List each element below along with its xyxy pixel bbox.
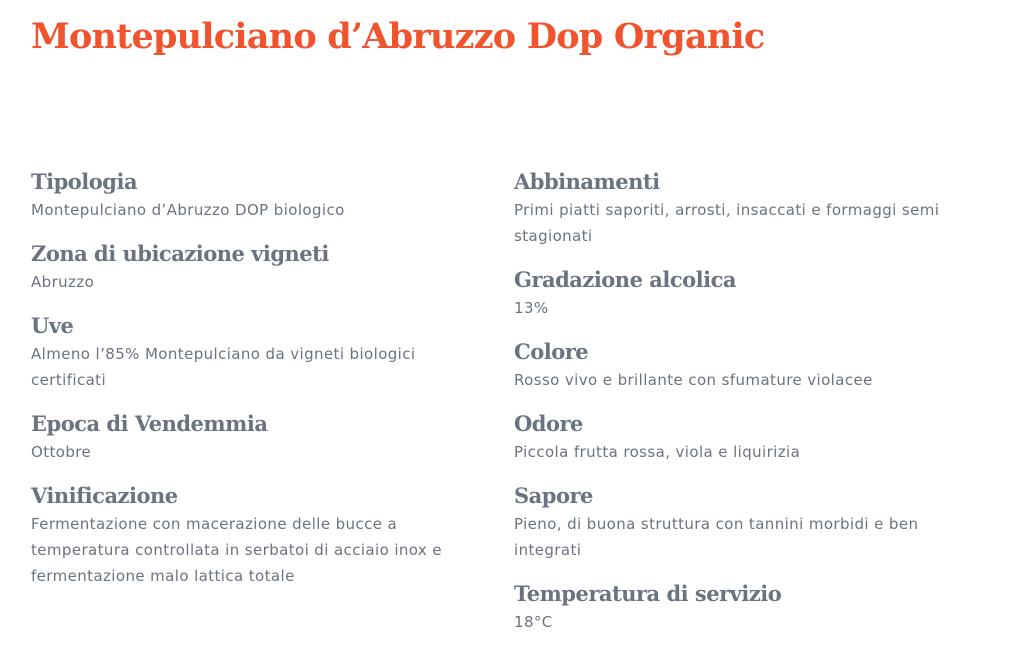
spec-label: Zona di ubicazione vigneti [31, 241, 329, 266]
spec-label: Gradazione alcolica [514, 267, 736, 292]
spec-value: Almeno l’85% Montepulciano da vigneti biologici certificati [31, 345, 416, 389]
spec-value: Fermentazione con macerazione delle bucce a temperatura controllata in serbatoi di acciaio inox e fermentazione malo lattica totale [31, 515, 442, 585]
spec-odore [514, 409, 984, 465]
spec-label: Vinificazione [31, 483, 178, 508]
spec-value: Pieno, di buona struttura con tannini morbidi e ben integrati [514, 515, 919, 559]
spec-column-right [514, 167, 984, 651]
spec-uve [31, 311, 471, 393]
spec-label: Sapore [514, 483, 593, 508]
spec-value: Montepulciano d’Abruzzo DOP biologico [31, 201, 345, 219]
spec-epoca-vendemmia [31, 409, 471, 465]
spec-label: Odore [514, 411, 583, 436]
spec-value: Rosso vivo e brillante con sfumature violacee [514, 371, 873, 389]
spec-label: Epoca di Vendemmia [31, 411, 268, 436]
page-title: Montepulciano d’Abruzzo Dop Organic [31, 16, 765, 57]
spec-label: Temperatura di servizio [514, 581, 782, 606]
spec-sapore [514, 481, 984, 563]
spec-label: Uve [31, 313, 74, 338]
spec-value: Ottobre [31, 443, 92, 461]
spec-gradazione-alcolica [514, 265, 984, 321]
spec-zona-vigneti [31, 239, 471, 295]
spec-label: Tipologia [31, 169, 138, 194]
spec-abbinamenti [514, 167, 984, 249]
spec-label: Abbinamenti [514, 169, 660, 194]
spec-colore [514, 337, 984, 393]
spec-vinificazione [31, 481, 471, 589]
spec-value: Abruzzo [31, 273, 95, 291]
spec-value: Piccola frutta rossa, viola e liquirizia [514, 443, 801, 461]
spec-tipologia [31, 167, 471, 223]
spec-label: Colore [514, 339, 589, 364]
spec-value: 13% [514, 299, 549, 317]
spec-value: Primi piatti saporiti, arrosti, insaccati e formaggi semi stagionati [514, 201, 940, 245]
spec-column-left [31, 167, 471, 605]
spec-temperatura-servizio [514, 579, 984, 635]
spec-value: 18°C [514, 613, 553, 631]
